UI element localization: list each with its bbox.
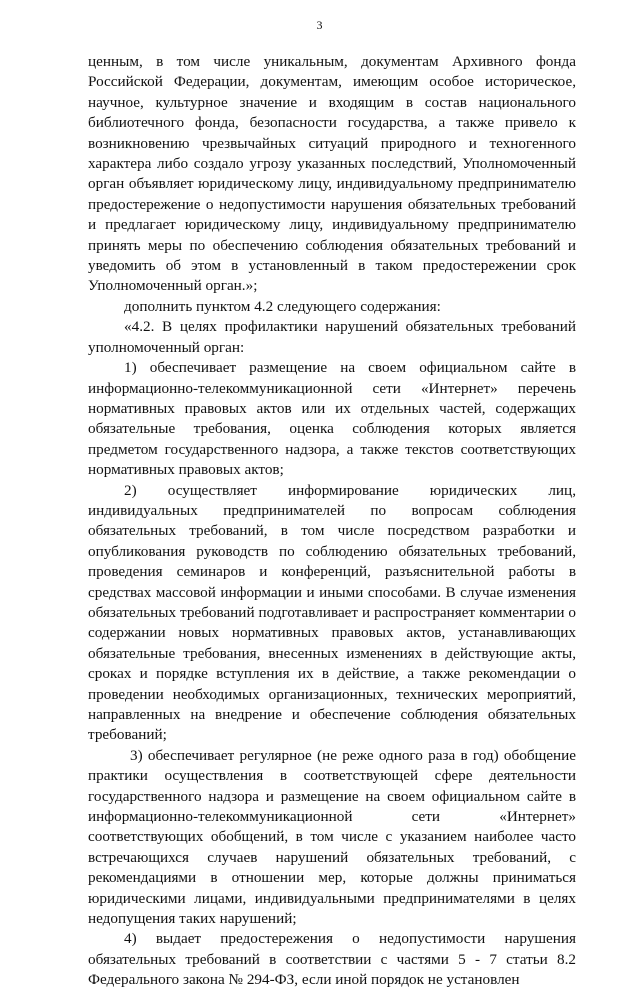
paragraph-item-1: 1) обеспечивает размещение на своем официальном сайте в информационно-телекоммуникационной сети «Интернет» перечень нормативных правовых актов или их отдельных частей, содержащих обязательные требования, оценка соблюдения которых является предметом государственного надзора, а также текстов соответствующих нормативных правовых актов; bbox=[88, 359, 576, 479]
paragraph-amendment-intro: дополнить пунктом 4.2 следующего содержания: bbox=[124, 297, 441, 315]
paragraph-clause-4-2: «4.2. В целях профилактики нарушений обязательных требований уполномоченный орган: bbox=[88, 318, 576, 356]
paragraph-item-4: 4) выдает предостережения о недопустимости нарушения обязательных требований в соответствии с частями 5 - 7 статьи 8.2 Федерального закона № 294-ФЗ, если иной порядок не установлен bbox=[88, 930, 576, 989]
paragraph-continuation: ценным, в том числе уникальным, документам Архивного фонда Российской Федерации, документам, имеющим особое историческое, научное, культурное значение и входящим в состав национального библиотечного фонда, безопасности государства, а также привело к возникновению чрезвычайных ситуаций природного и техногенного характера либо создало угрозу указанных последствий, Уполномоченный орган объявляет юридическому лицу, индивидуальному предпринимателю предостережение о недопустимости нарушения обязательных требований и предлагает юридическому лицу, индивидуальному предпринимателю принять меры по обеспечению соблюдения обязательных требований и уведомить об этом в установленный в таком предостережении срок Уполномоченный орган.»; bbox=[88, 53, 576, 295]
paragraph-item-2: 2) осуществляет информирование юридических лиц, индивидуальных предпринимателей по вопросам соблюдения обязательных требований, в том числе посредством разработки и опубликования руководств по соблюдению обязательных требований, проведения семинаров и конференций, разъяснительной работы в средствах массовой информации и иными способами. В случае изменения обязательных требований подготавливает и распространяет комментарии о содержании новых нормативных правовых актов, устанавливающих обязательные требования, внесенных изменениях в действующие акты, сроках и порядке вступления их в действие, а также рекомендации о проведении необходимых организационных, технических мероприятий, направленных на внедрение и обеспечение соблюдения обязательных требований; bbox=[88, 481, 576, 744]
page-number: 3 bbox=[316, 18, 323, 32]
paragraph-item-3: 3) обеспечивает регулярное (не реже одного раза в год) обобщение практики осуществления в соответствующей сфере деятельности государственного надзора и размещение на своем официальном сайте в информационно-телекоммуникационной сети «Интернет» соответствующих обобщений, в том числе с указанием наиболее часто встречающихся случаев нарушений обязательных требований, с рекомендациями в отношении мер, которые должны приниматься юридическими лицами, индивидуальными предпринимателями в целях недопущения таких нарушений; bbox=[88, 746, 576, 928]
document-body bbox=[88, 52, 576, 991]
